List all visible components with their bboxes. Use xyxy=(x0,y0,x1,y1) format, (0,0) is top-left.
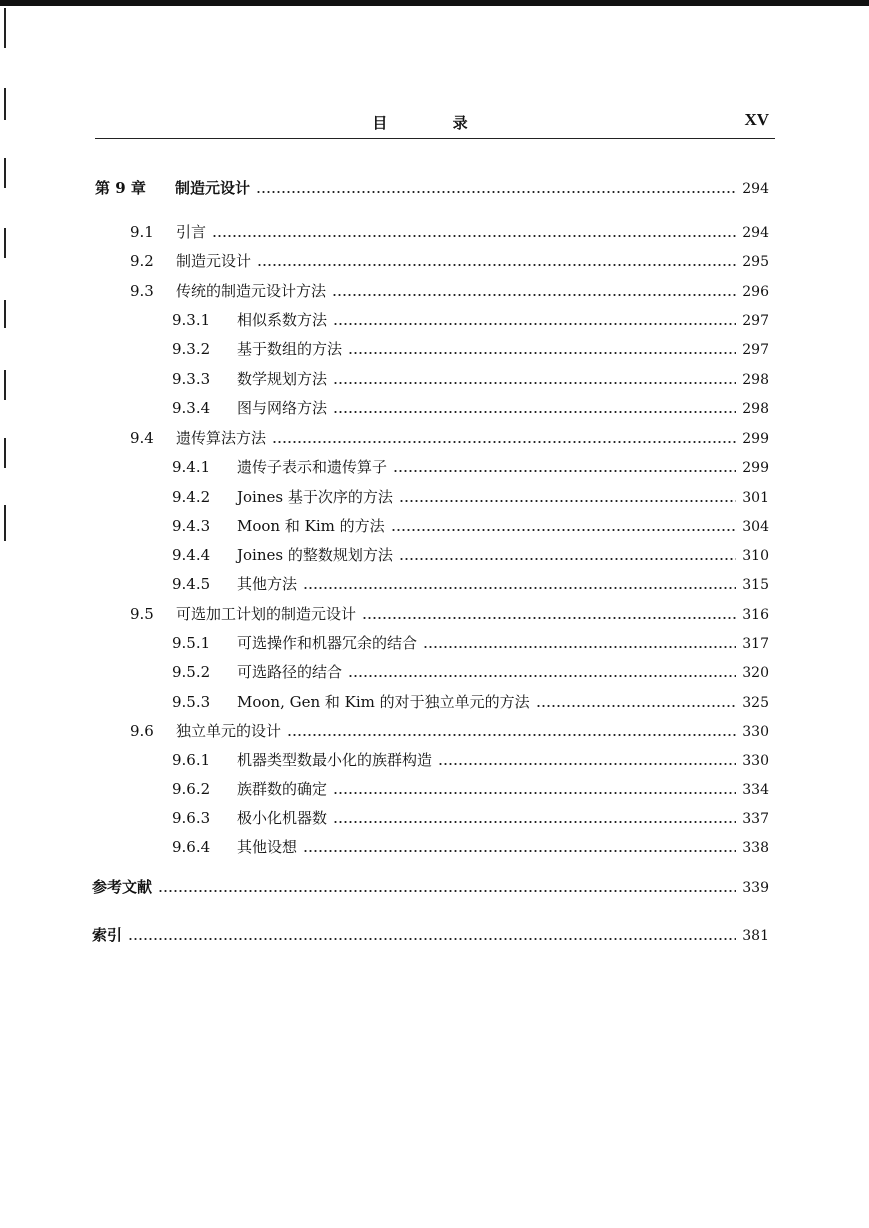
dot-leader xyxy=(257,264,736,266)
entry-number: 9.3.2 xyxy=(172,340,211,358)
entry-title: 遗传子表示和遗传算子 xyxy=(237,458,388,476)
entry-title: 遗传算法方法 xyxy=(176,429,267,447)
scan-mark xyxy=(4,8,6,48)
entry-number: 9.2 xyxy=(130,252,154,270)
toc-subsection[interactable] xyxy=(172,662,769,682)
entry-page-number: 298 xyxy=(742,372,769,388)
entry-title: 极小化机器数 xyxy=(237,809,328,827)
entry-page-number: 316 xyxy=(742,607,769,623)
dot-leader xyxy=(333,821,736,823)
dot-leader xyxy=(287,734,736,736)
entry-number: 9.3 xyxy=(130,282,154,300)
dot-leader xyxy=(303,587,736,589)
toc-references[interactable] xyxy=(92,877,769,897)
entry-number: 9.4.4 xyxy=(172,546,211,564)
entry-title: 相似系数方法 xyxy=(237,311,328,329)
toc-subsection[interactable] xyxy=(172,457,769,477)
entry-number: 9.1 xyxy=(130,223,154,241)
entry-number: 9.6.3 xyxy=(172,809,211,827)
entry-page-number: 381 xyxy=(742,928,769,944)
entry-title: 制造元设计 xyxy=(176,252,252,270)
header-rule xyxy=(95,138,775,139)
entry-page-number: 299 xyxy=(742,431,769,447)
toc-section[interactable] xyxy=(130,428,769,448)
toc-subsection[interactable] xyxy=(172,310,769,330)
scan-mark xyxy=(4,438,6,468)
toc-subsection[interactable] xyxy=(172,369,769,389)
toc-subsection[interactable] xyxy=(172,692,769,712)
toc-index[interactable] xyxy=(92,925,769,945)
toc-subsection[interactable] xyxy=(172,808,769,828)
dot-leader xyxy=(423,646,736,648)
entry-page-number: 339 xyxy=(742,880,769,896)
dot-leader xyxy=(348,352,736,354)
scan-mark xyxy=(4,370,6,400)
entry-page-number: 325 xyxy=(742,695,769,711)
toc-section[interactable] xyxy=(130,721,769,741)
entry-page-number: 315 xyxy=(742,577,769,593)
dot-leader xyxy=(391,529,737,531)
toc-chapter[interactable] xyxy=(95,178,769,198)
dot-leader xyxy=(438,763,736,765)
dot-leader xyxy=(212,235,736,237)
toc-subsection[interactable] xyxy=(172,837,769,857)
entry-number: 第 9 章 xyxy=(95,179,146,197)
entry-title: 独立单元的设计 xyxy=(176,722,282,740)
entry-number: 9.6.1 xyxy=(172,751,211,769)
entry-title: 基于数组的方法 xyxy=(237,340,343,358)
dot-leader xyxy=(362,617,736,619)
entry-number: 9.4.5 xyxy=(172,575,211,593)
entry-page-number: 295 xyxy=(742,254,769,270)
entry-number: 9.5.1 xyxy=(172,634,211,652)
entry-page-number: 294 xyxy=(742,225,769,241)
toc-section[interactable] xyxy=(130,222,769,242)
entry-page-number: 320 xyxy=(742,665,769,681)
dot-leader xyxy=(333,792,736,794)
entry-page-number: 330 xyxy=(742,724,769,740)
toc-subsection[interactable] xyxy=(172,750,769,770)
entry-number: 9.3.1 xyxy=(172,311,211,329)
dot-leader xyxy=(256,191,736,193)
toc-subsection[interactable] xyxy=(172,487,769,507)
entry-page-number: 301 xyxy=(742,490,769,506)
dot-leader xyxy=(536,705,737,707)
entry-title: Moon, Gen 和 Kim 的对于独立单元的方法 xyxy=(237,693,530,711)
entry-title: 可选操作和机器冗余的结合 xyxy=(237,634,418,652)
entry-number: 9.3.4 xyxy=(172,399,211,417)
entry-title: 其他设想 xyxy=(237,838,298,856)
entry-page-number: 338 xyxy=(742,840,769,856)
toc-section[interactable] xyxy=(130,251,769,271)
scan-mark xyxy=(4,228,6,258)
dot-leader xyxy=(333,411,736,413)
entry-page-number: 304 xyxy=(742,519,769,535)
entry-page-number: 317 xyxy=(742,636,769,652)
scan-mark xyxy=(4,158,6,188)
dot-leader xyxy=(333,382,736,384)
toc-subsection[interactable] xyxy=(172,633,769,653)
entry-number: 9.5.3 xyxy=(172,693,211,711)
entry-title: 制造元设计 xyxy=(175,179,251,197)
entry-title: 族群数的确定 xyxy=(237,780,328,798)
entry-page-number: 330 xyxy=(742,753,769,769)
dot-leader xyxy=(158,890,736,892)
top-border xyxy=(0,0,869,6)
dot-leader xyxy=(332,294,736,296)
entry-title: 可选路径的结合 xyxy=(237,663,343,681)
entry-page-number: 310 xyxy=(742,548,769,564)
scan-mark xyxy=(4,300,6,328)
toc-subsection[interactable] xyxy=(172,398,769,418)
dot-leader xyxy=(348,675,736,677)
entry-page-number: 297 xyxy=(742,342,769,358)
entry-title: 可选加工计划的制造元设计 xyxy=(176,605,357,623)
entry-page-number: 298 xyxy=(742,401,769,417)
entry-page-number: 297 xyxy=(742,313,769,329)
entry-title: 索引 xyxy=(92,926,123,944)
toc-section[interactable] xyxy=(130,604,769,624)
entry-title: 数学规划方法 xyxy=(237,370,328,388)
entry-title: 其他方法 xyxy=(237,575,298,593)
entry-number: 9.5.2 xyxy=(172,663,211,681)
entry-number: 9.6.2 xyxy=(172,780,211,798)
entry-title: Joines 基于次序的方法 xyxy=(237,488,393,506)
toc-subsection[interactable] xyxy=(172,574,769,594)
entry-page-number: 296 xyxy=(742,284,769,300)
toc-subsection[interactable] xyxy=(172,339,769,359)
dot-leader xyxy=(128,938,736,940)
header-page-number: XV xyxy=(744,110,769,129)
entry-title: 机器类型数最小化的族群构造 xyxy=(237,751,433,769)
entry-page-number: 334 xyxy=(742,782,769,798)
entry-title: 引言 xyxy=(176,223,207,241)
entry-page-number: 299 xyxy=(742,460,769,476)
entry-title: 传统的制造元设计方法 xyxy=(176,282,327,300)
page-title: 目 录 xyxy=(372,114,498,132)
entry-number: 9.4 xyxy=(130,429,154,447)
scan-mark xyxy=(4,88,6,120)
dot-leader xyxy=(399,558,736,560)
toc-subsection[interactable] xyxy=(172,516,769,536)
dot-leader xyxy=(272,441,736,443)
dot-leader xyxy=(333,323,736,325)
page-header xyxy=(95,108,775,138)
entry-number: 9.3.3 xyxy=(172,370,211,388)
entry-title: 参考文献 xyxy=(92,878,153,896)
entry-page-number: 337 xyxy=(742,811,769,827)
dot-leader xyxy=(303,850,736,852)
dot-leader xyxy=(393,470,736,472)
entry-title: Joines 的整数规划方法 xyxy=(237,546,393,564)
entry-number: 9.4.3 xyxy=(172,517,211,535)
entry-title: Moon 和 Kim 的方法 xyxy=(237,517,385,535)
scan-mark xyxy=(4,505,6,541)
toc-subsection[interactable] xyxy=(172,779,769,799)
entry-number: 9.4.1 xyxy=(172,458,211,476)
entry-number: 9.5 xyxy=(130,605,154,623)
toc-subsection[interactable] xyxy=(172,545,769,565)
entry-title: 图与网络方法 xyxy=(237,399,328,417)
entry-number: 9.4.2 xyxy=(172,488,211,506)
entry-number: 9.6.4 xyxy=(172,838,211,856)
entry-number: 9.6 xyxy=(130,722,154,740)
dot-leader xyxy=(399,500,736,502)
toc-section[interactable] xyxy=(130,281,769,301)
entry-page-number: 294 xyxy=(742,181,769,197)
